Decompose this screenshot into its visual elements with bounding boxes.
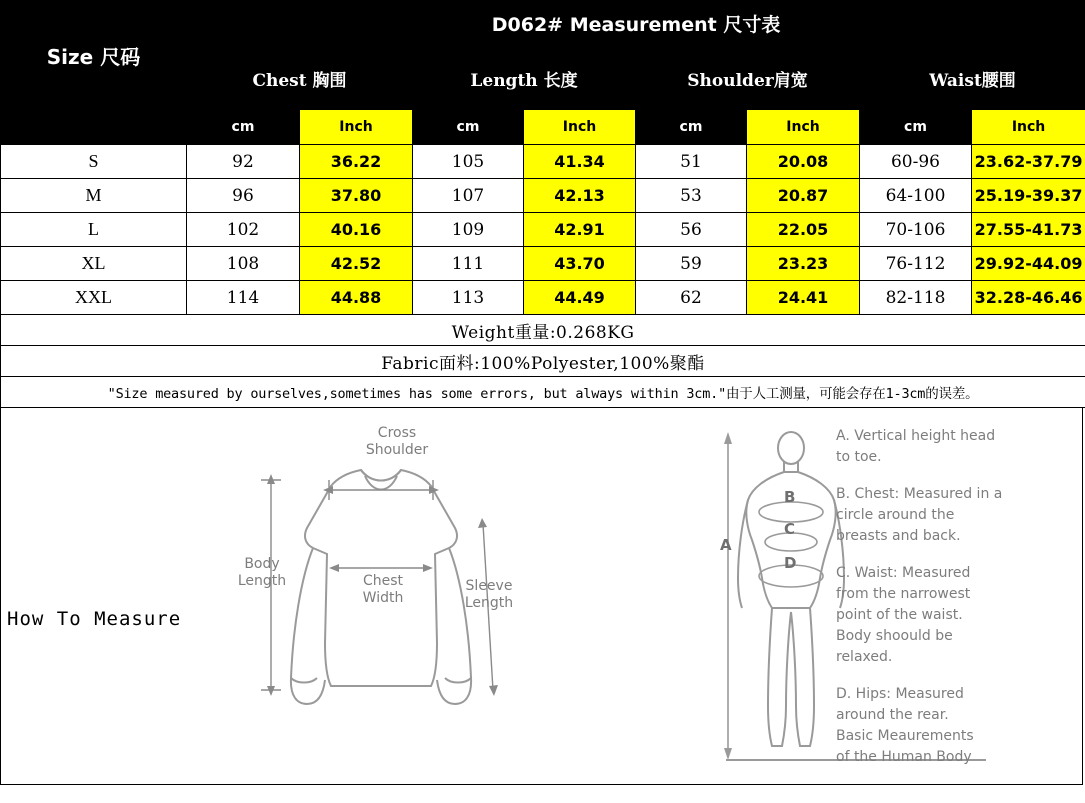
cell-size: XXL bbox=[1, 281, 187, 315]
size-header-cell: Size 尺码 bbox=[1, 1, 187, 110]
body-note-b-line2: circle around the bbox=[836, 507, 955, 523]
cell-length-inch: 42.13 bbox=[524, 179, 636, 213]
body-measurement-diagram bbox=[716, 426, 1076, 776]
label-sleeve-length-line2: Length bbox=[464, 595, 514, 611]
cell-length-cm: 111 bbox=[413, 247, 524, 281]
body-note-d-line4: of the Human Body bbox=[836, 749, 972, 765]
cell-waist-cm: 70-106 bbox=[860, 213, 972, 247]
label-body-length-line1: Body bbox=[244, 556, 280, 572]
label-cross-shoulder bbox=[337, 425, 457, 459]
cell-waist-inch: 32.28-46.46 bbox=[972, 281, 1085, 315]
cell-waist-cm: 82-118 bbox=[860, 281, 972, 315]
cell-chest-cm: 102 bbox=[187, 213, 300, 247]
cell-length-cm: 109 bbox=[413, 213, 524, 247]
cell-size: L bbox=[1, 213, 187, 247]
unit-blank-cell bbox=[1, 110, 187, 145]
unit-length-inch: Inch bbox=[524, 110, 636, 145]
cell-size: M bbox=[1, 179, 187, 213]
body-note-c-line2: from the narrowest bbox=[836, 586, 971, 602]
table-row bbox=[1, 145, 1085, 179]
label-cross-shoulder-line2: Shoulder bbox=[365, 442, 429, 458]
table-row bbox=[1, 179, 1085, 213]
body-note-d bbox=[836, 684, 1066, 768]
garment-diagram bbox=[231, 425, 531, 768]
table-row bbox=[1, 213, 1085, 247]
cell-shoulder-cm: 62 bbox=[636, 281, 747, 315]
cell-length-cm: 105 bbox=[413, 145, 524, 179]
cell-chest-inch: 42.52 bbox=[300, 247, 413, 281]
cell-chest-inch: 36.22 bbox=[300, 145, 413, 179]
unit-chest-inch: Inch bbox=[300, 110, 413, 145]
unit-length-cm: cm bbox=[413, 110, 524, 145]
body-note-c-line3: point of the waist. bbox=[836, 607, 963, 623]
body-note-b-line1: B. Chest: Measured in a bbox=[836, 486, 1003, 502]
label-body-length bbox=[227, 556, 297, 590]
cell-waist-inch: 27.55-41.73 bbox=[972, 213, 1085, 247]
fabric-note: Fabric面料:100%Polyester,100%聚酯 bbox=[1, 346, 1085, 377]
marker-b: B bbox=[784, 488, 796, 506]
body-note-a-line2: to toe. bbox=[836, 449, 882, 465]
table-row-fabric bbox=[1, 346, 1085, 377]
cell-shoulder-inch: 22.05 bbox=[747, 213, 860, 247]
cell-chest-cm: 96 bbox=[187, 179, 300, 213]
cell-waist-inch: 25.19-39.37 bbox=[972, 179, 1085, 213]
how-to-measure-label: How To Measure bbox=[7, 608, 182, 630]
body-note-d-line2: around the rear. bbox=[836, 707, 949, 723]
label-chest-width bbox=[341, 573, 425, 607]
table-row-units bbox=[1, 110, 1085, 145]
marker-c: C bbox=[784, 520, 796, 538]
cell-shoulder-inch: 24.41 bbox=[747, 281, 860, 315]
cell-waist-inch: 23.62-37.79 bbox=[972, 145, 1085, 179]
weight-note: Weight重量:0.268KG bbox=[1, 315, 1085, 346]
body-note-a bbox=[836, 426, 1066, 468]
cell-shoulder-inch: 23.23 bbox=[747, 247, 860, 281]
unit-chest-cm: cm bbox=[187, 110, 300, 145]
cell-length-inch: 42.91 bbox=[524, 213, 636, 247]
cell-chest-cm: 92 bbox=[187, 145, 300, 179]
body-note-c-line1: C. Waist: Measured bbox=[836, 565, 971, 581]
cell-length-cm: 113 bbox=[413, 281, 524, 315]
cell-shoulder-cm: 51 bbox=[636, 145, 747, 179]
cell-chest-cm: 108 bbox=[187, 247, 300, 281]
label-body-length-line2: Length bbox=[237, 573, 287, 589]
cell-length-inch: 43.70 bbox=[524, 247, 636, 281]
cell-shoulder-inch: 20.87 bbox=[747, 179, 860, 213]
label-sleeve-length bbox=[449, 578, 529, 612]
cell-shoulder-cm: 53 bbox=[636, 179, 747, 213]
cell-chest-inch: 40.16 bbox=[300, 213, 413, 247]
cell-chest-inch: 44.88 bbox=[300, 281, 413, 315]
body-note-c-line4: Body shoould be bbox=[836, 628, 953, 644]
body-note-d-line1: D. Hips: Measured bbox=[836, 686, 964, 702]
table-row-disclaimer bbox=[1, 377, 1085, 408]
measurement-disclaimer: "Size measured by ourselves,sometimes has some errors, but always within 3cm."由于人工测量，可能会存在1-3cm的误差。 bbox=[1, 377, 1085, 408]
label-cross-shoulder-line1: Cross bbox=[377, 425, 417, 441]
body-note-d-line3: Basic Meaurements bbox=[836, 728, 974, 744]
cell-waist-cm: 64-100 bbox=[860, 179, 972, 213]
cell-shoulder-cm: 59 bbox=[636, 247, 747, 281]
cell-size: S bbox=[1, 145, 187, 179]
chart-title: D062# Measurement 尺寸表 bbox=[187, 1, 1085, 47]
label-sleeve-length-line1: Sleeve bbox=[465, 578, 513, 594]
body-note-b-line3: breasts and back. bbox=[836, 528, 961, 544]
label-chest-width-line1: Chest bbox=[362, 573, 404, 589]
group-header-waist: Waist腰围 bbox=[860, 47, 1085, 110]
cell-size: XL bbox=[1, 247, 187, 281]
cell-shoulder-cm: 56 bbox=[636, 213, 747, 247]
unit-shoulder-inch: Inch bbox=[747, 110, 860, 145]
group-header-shoulder: Shoulder肩宽 bbox=[636, 47, 860, 110]
cell-length-inch: 44.49 bbox=[524, 281, 636, 315]
body-note-c-line5: relaxed. bbox=[836, 649, 893, 665]
cell-shoulder-inch: 20.08 bbox=[747, 145, 860, 179]
cell-length-cm: 107 bbox=[413, 179, 524, 213]
cell-waist-cm: 76-112 bbox=[860, 247, 972, 281]
group-header-length: Length 长度 bbox=[413, 47, 636, 110]
cell-chest-inch: 37.80 bbox=[300, 179, 413, 213]
cell-waist-cm: 60-96 bbox=[860, 145, 972, 179]
body-notes bbox=[836, 426, 1066, 768]
table-row bbox=[1, 281, 1085, 315]
table-row bbox=[1, 247, 1085, 281]
how-to-measure-panel bbox=[0, 408, 1083, 785]
unit-waist-cm: cm bbox=[860, 110, 972, 145]
label-chest-width-line2: Width bbox=[362, 590, 404, 606]
body-note-c bbox=[836, 563, 1066, 668]
unit-shoulder-cm: cm bbox=[636, 110, 747, 145]
cell-length-inch: 41.34 bbox=[524, 145, 636, 179]
cell-waist-inch: 29.92-44.09 bbox=[972, 247, 1085, 281]
body-note-b bbox=[836, 484, 1066, 547]
group-header-chest: Chest 胸围 bbox=[187, 47, 413, 110]
marker-d: D bbox=[784, 554, 797, 572]
table-row-weight bbox=[1, 315, 1085, 346]
body-note-a-line1: A. Vertical height head bbox=[836, 428, 996, 444]
cell-chest-cm: 114 bbox=[187, 281, 300, 315]
marker-a: A bbox=[720, 536, 732, 554]
unit-waist-inch: Inch bbox=[972, 110, 1085, 145]
table-row-title bbox=[1, 1, 1085, 47]
